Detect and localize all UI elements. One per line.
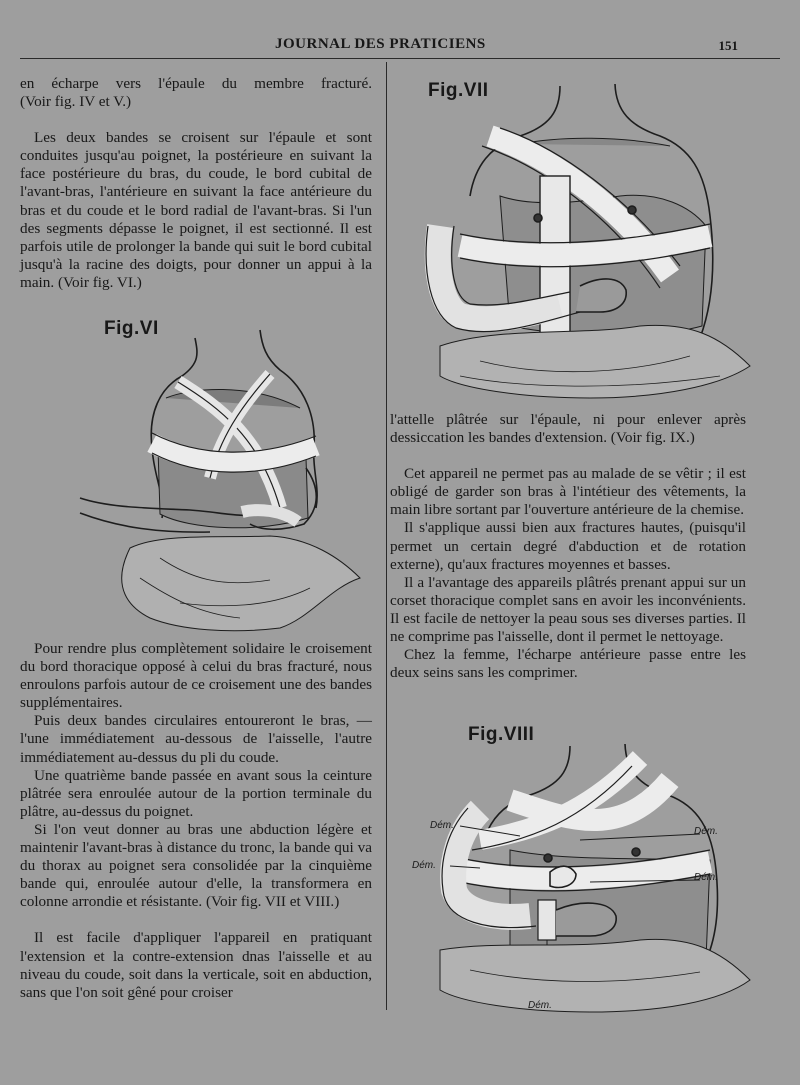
paragraph: Les deux bandes se croisent sur l'épaule et sont conduites jusqu'au poignet, la postérieure en suivant la face postérieure du bras, du coude, le bord cubital de l'avant-bras, l'antérieure en suivant la face antérieure du bras et du coude et le bord radial de l'avant-bras. Si l'un des segments dépasse le poignet, il est sectionné. Il est parfois utile de prolonger la bande qui suit le bord cubital jusqu'à la racine des doigts, pour donner un appui à la main. (Voir fig. VI.) bbox=[20, 129, 372, 291]
figure-label: Fig.VI bbox=[104, 318, 159, 339]
right-column-text bbox=[390, 411, 746, 682]
figure-label: Fig.VIII bbox=[468, 724, 535, 745]
paragraph: Pour rendre plus complètement solidaire le croisement du bord thoracique opposé à celui du bras fracturé, nous enroulons parfois autour de ce croisement une des bandes supplémentaires. bbox=[20, 640, 372, 712]
paragraph: Puis deux bandes circulaires entoureront le bras, — l'une immédiatement au-dessous de l'aisselle, l'autre immédiatement au-dessus du pli du coude. bbox=[20, 712, 372, 766]
annotation-label: Dém. bbox=[528, 1000, 552, 1011]
running-head bbox=[0, 34, 800, 54]
annotation-label: Dém. bbox=[694, 872, 718, 883]
paragraph: (Voir fig. IV et V.) bbox=[20, 93, 132, 111]
page-number: 151 bbox=[718, 38, 738, 53]
figure-label: Fig.VII bbox=[428, 80, 489, 101]
journal-title: JOURNAL DES PRATICIENS bbox=[275, 36, 486, 52]
paragraph: l'attelle plâtrée sur l'épaule, ni pour enlever après dessiccation les bandes d'extension. (Voir fig. IX.) bbox=[390, 411, 746, 447]
annotation-label: Dém. bbox=[430, 820, 454, 831]
annotation-label: Dém. bbox=[694, 826, 718, 837]
paragraph: Si l'on veut donner au bras une abduction légère et maintenir l'avant-bras à distance du tronc, la bande qui va du thorax au poignet sera consolidée par la cinquième bande qui, enroulée autour d'elle, la transformera en colonne arrondie et résistante. (Voir fig. VII et VIII.) bbox=[20, 820, 372, 911]
paragraph: Chez la femme, l'écharpe antérieure passe entre les deux seins sans les comprimer. bbox=[390, 646, 746, 682]
annotation-label: Dém. bbox=[412, 860, 436, 871]
figure-vi-illustration bbox=[70, 318, 370, 636]
left-column-top bbox=[20, 75, 372, 292]
paragraph: Il s'applique aussi bien aux fractures hautes, (puisqu'il permet un certain degré d'abduction et de rotation externe), qu'aux fractures moyennes et basses. bbox=[390, 519, 746, 573]
header-rule bbox=[20, 58, 780, 59]
column-divider bbox=[386, 62, 387, 1010]
left-column-bottom bbox=[20, 640, 372, 1002]
paragraph: Cet appareil ne permet pas au malade de se vêtir ; il est obligé de garder son bras à l'intétieur des vêtements, la main libre sortant par l'ouverture antérieure de la chemise. bbox=[390, 465, 746, 519]
paragraph: Il a l'avantage des appareils plâtrés prenant appui sur un corset thoracique complet sans en avoir les inconvénients. Il est facile de nettoyer la peau sous ses diverses parties. Il ne comprime pas l'aisselle, dont il permet le nettoyage. bbox=[390, 573, 746, 646]
paragraph: Il est facile d'appliquer l'appareil en pratiquant l'extension et la contre-extension dnas l'aisselle et au niveau du coude, soit dans la verticale, soit en abduction, sans que l'on soit gêné pour croiser bbox=[20, 929, 372, 1001]
paragraph: Une quatrième bande passée en avant sous la ceinture plâtrée sera enroulée autour de la portion terminale du plâtre, au-dessus du poignet. bbox=[20, 766, 372, 820]
paragraph: en écharpe vers l'épaule du membre fracturé. bbox=[20, 75, 372, 92]
figure-vii-illustration bbox=[420, 76, 765, 406]
